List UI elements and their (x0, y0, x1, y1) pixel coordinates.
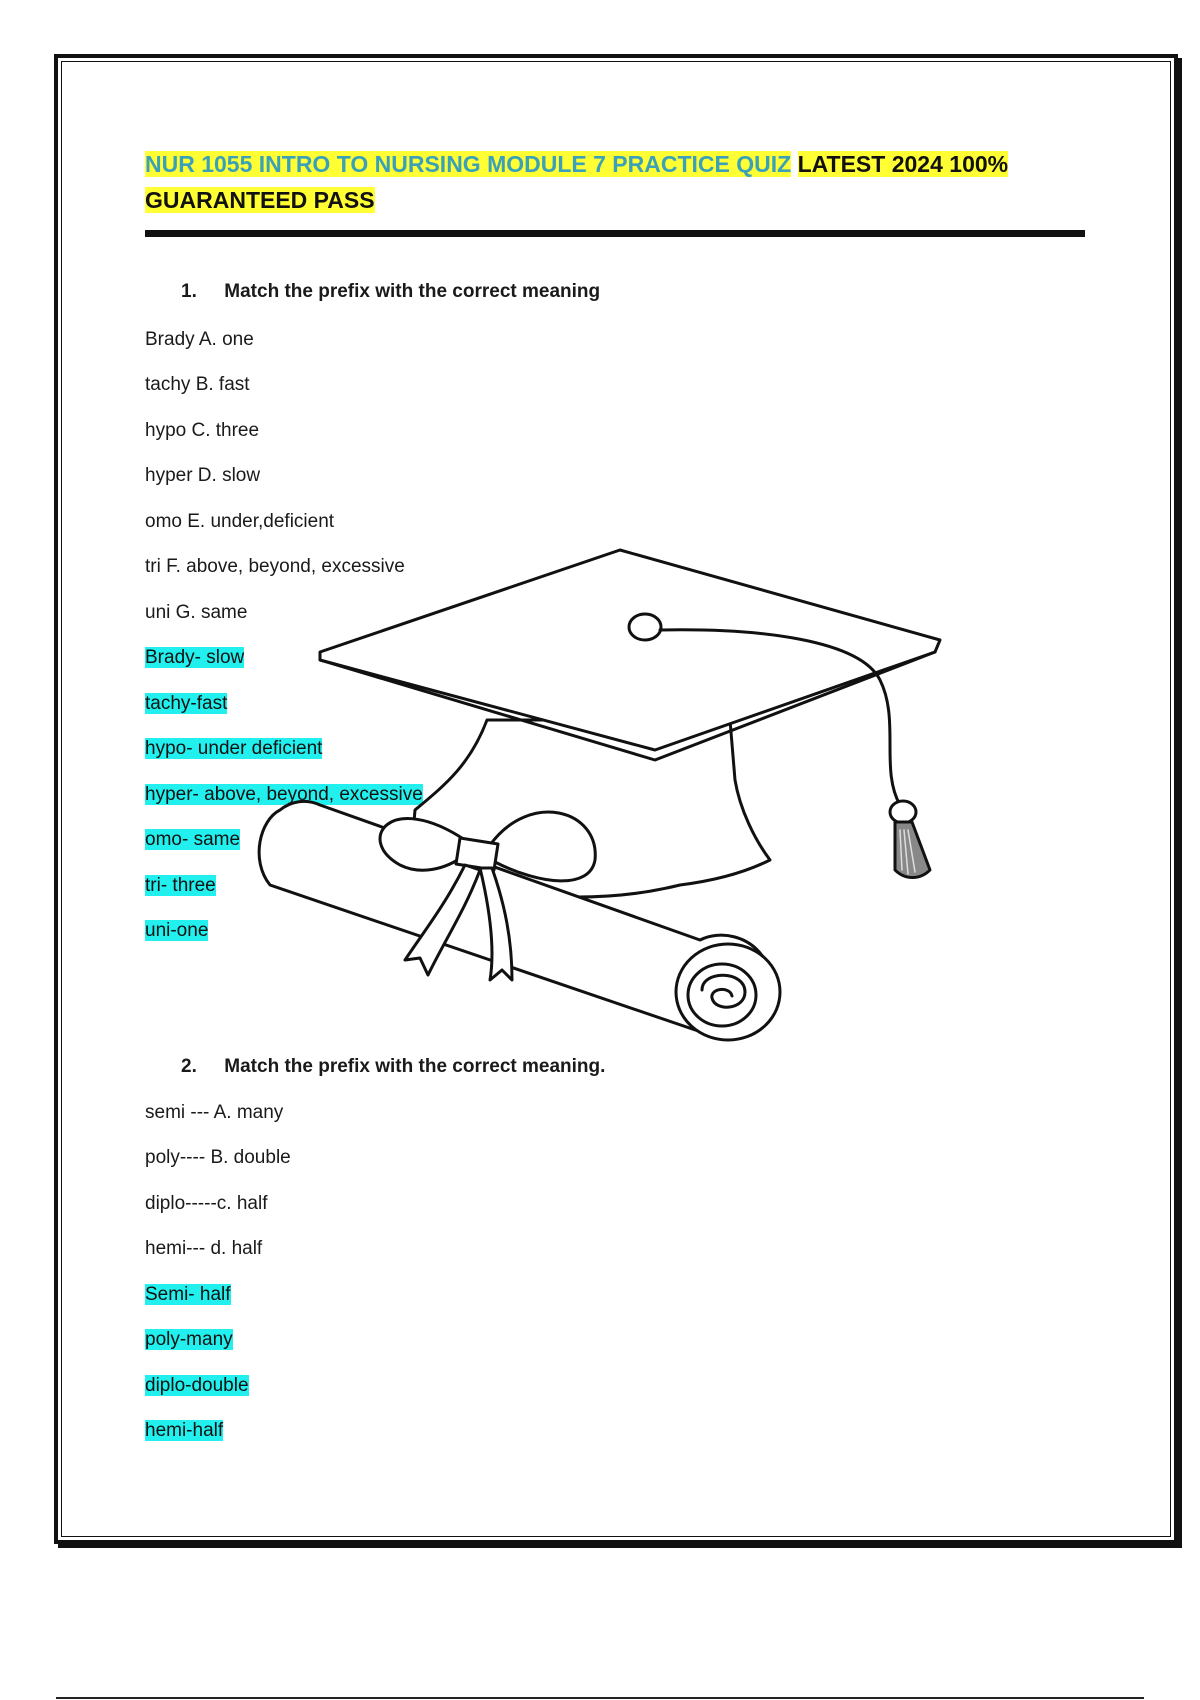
question-1-answer: Brady- slow (145, 647, 245, 668)
question-1-heading (145, 281, 600, 303)
question-1-answer: hypo- under deficient (145, 738, 323, 759)
question-1-answer: tachy-fast (145, 693, 228, 714)
question-1-answer: tri- three (145, 875, 216, 896)
cap-button (629, 614, 661, 640)
question-1-option: omo E. under,deficient (145, 511, 335, 532)
mortarboard (320, 550, 940, 750)
question-2-option: semi --- A. many (145, 1102, 284, 1123)
question-2-number: 2. (181, 1056, 197, 1077)
question-2-answer: poly-many (145, 1329, 233, 1350)
question-1-option: hypo C. three (145, 420, 260, 441)
question-1-option: uni G. same (145, 602, 248, 623)
question-2-answer: diplo-double (145, 1375, 249, 1396)
document-title (145, 146, 1085, 218)
question-2-option: poly---- B. double (145, 1147, 291, 1168)
question-2-answer: hemi-half (145, 1420, 224, 1441)
ribbon-knot (456, 838, 498, 870)
graduation-cap-diploma-icon (240, 540, 1000, 1060)
question-1-number: 1. (181, 281, 197, 302)
question-1-text: Match the prefix with the correct meaning (224, 281, 601, 302)
question-1-option: hyper D. slow (145, 465, 261, 486)
question-1-option: tachy B. fast (145, 374, 250, 395)
title-course: NUR 1055 INTRO TO NURSING MODULE 7 PRACTICE QUIZ (145, 151, 792, 177)
title-tagline: LATEST 2024 100% GUARANTEED PASS (145, 151, 1009, 213)
title-divider (145, 230, 1085, 237)
question-2-text: Match the prefix with the correct meaning. (224, 1056, 606, 1077)
question-1-answer: hyper- above, beyond, excessive (145, 784, 423, 805)
footer-divider (56, 1697, 1144, 1699)
question-1-option: Brady A. one (145, 329, 254, 350)
question-2-option: diplo-----c. half (145, 1193, 268, 1214)
question-2-option: hemi--- d. half (145, 1238, 263, 1259)
question-2-heading (145, 1056, 605, 1078)
question-1-answer: uni-one (145, 920, 209, 941)
question-1-option: tri F. above, beyond, excessive (145, 556, 405, 577)
question-1-answer: omo- same (145, 829, 241, 850)
question-2-answer: Semi- half (145, 1284, 231, 1305)
